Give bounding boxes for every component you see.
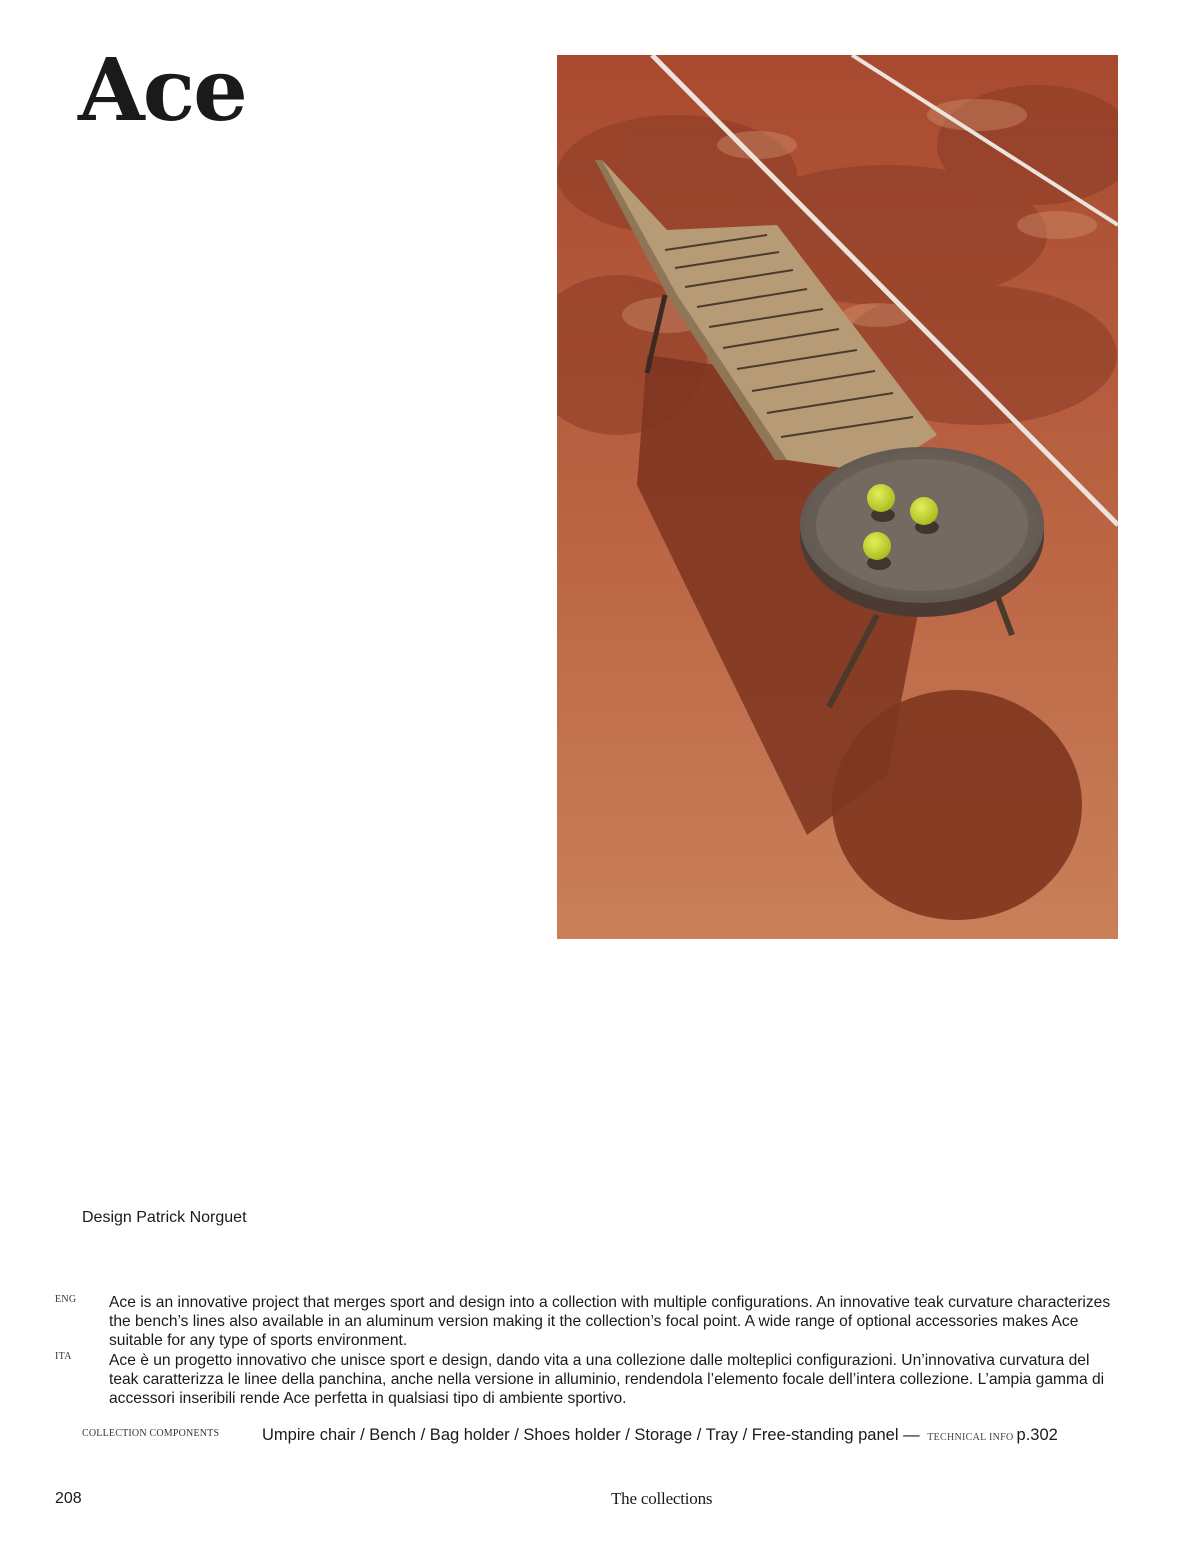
bench-tray-tennis-court-image — [557, 55, 1118, 939]
page-title: Ace — [78, 40, 246, 141]
collection-components-list — [262, 1426, 1058, 1445]
technical-info-label: TECHNICAL INFO — [927, 1432, 1014, 1443]
section-title: The collections — [611, 1489, 713, 1508]
product-photo — [557, 55, 1118, 939]
description-italian: Ace è un progetto innovativo che unisce sport e design, dando vita a una collezione dalle molteplici configurazioni. Un’innovativa curvatura del teak caratterizza le linee della panchina, anche nella versione in alluminio, rendendola l’elemento focale dell’intera collezione. L’ampia gamma di accessori inseribili rende Ace perfetta in qualsiasi tipo di ambiente sportivo. — [109, 1352, 1105, 1407]
designer-credit: Design Patrick Norguet — [82, 1209, 247, 1226]
collection-components-label: COLLECTION COMPONENTS — [82, 1428, 220, 1439]
components-text: Umpire chair / Bench / Bag holder / Shoes holder / Storage / Tray / Free-standing panel — — [262, 1426, 920, 1444]
technical-info-page: p.302 — [1016, 1426, 1058, 1444]
lang-label-ita: ITA — [55, 1351, 72, 1362]
lang-label-eng: ENG — [55, 1294, 77, 1305]
description-english: Ace is an innovative project that merges sport and design into a collection with multiple configurations. An innovative teak curvature characterizes the bench’s lines also available in an aluminum version making it the collection’s focal point. A wide range of optional accessories makes Ace suitable for any type of sports environment. — [109, 1294, 1111, 1349]
page-number: 208 — [55, 1490, 82, 1507]
